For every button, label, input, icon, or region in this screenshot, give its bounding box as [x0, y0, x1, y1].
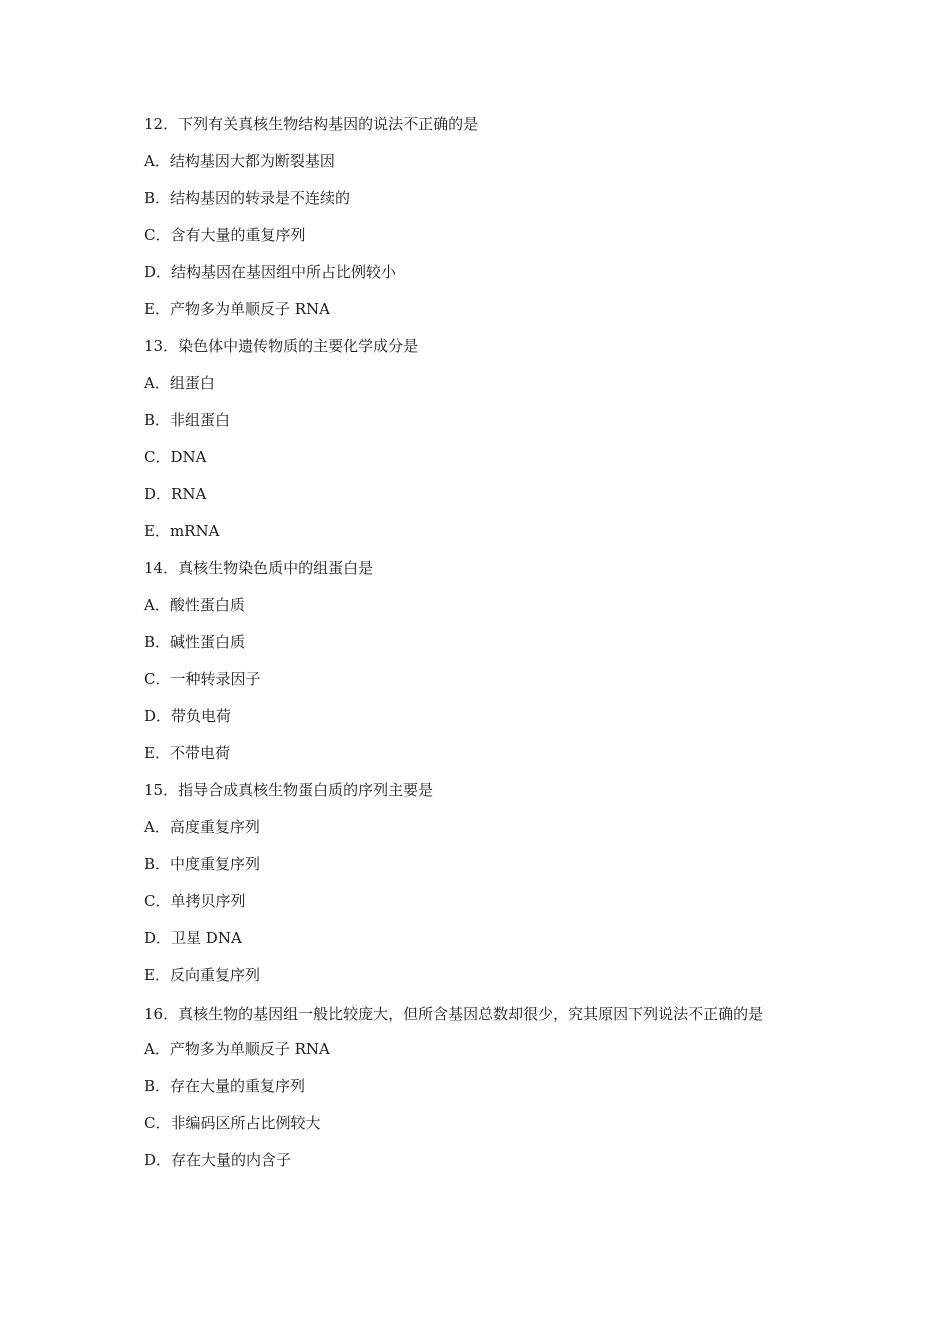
question-15-option-b: B．中度重复序列 — [144, 855, 261, 873]
question-16-stem: 16．真核生物的基因组一般比较庞大，但所含基因总数却很少，究其原因下列说法不正确的是 — [144, 1005, 764, 1023]
question-16-option-b: B．存在大量的重复序列 — [144, 1077, 306, 1095]
question-16-option-a: A．产物多为单顺反子 RNA — [144, 1040, 330, 1058]
question-13-option-c: C．DNA — [144, 448, 207, 466]
question-13-option-e: E．mRNA — [144, 522, 220, 540]
question-12-option-d: D．结构基因在基因组中所占比例较小 — [144, 263, 397, 281]
question-15-option-c: C．单拷贝序列 — [144, 892, 246, 910]
document-page — [144, 114, 824, 1187]
question-13-option-d: D．RNA — [144, 485, 207, 503]
question-15-stem: 15．指导合成真核生物蛋白质的序列主要是 — [144, 781, 434, 799]
question-12-option-c: C．含有大量的重复序列 — [144, 226, 306, 244]
question-15-option-e: E．反向重复序列 — [144, 966, 260, 984]
question-16-option-c: C．非编码区所占比例较大 — [144, 1114, 321, 1132]
question-14-option-a: A．酸性蛋白质 — [144, 596, 245, 614]
question-12-stem: 12．下列有关真核生物结构基因的说法不正确的是 — [144, 115, 479, 133]
question-15-option-d: D．卫星 DNA — [144, 929, 242, 947]
question-13-option-b: B．非组蛋白 — [144, 411, 231, 429]
question-15-option-a: A．高度重复序列 — [144, 818, 260, 836]
question-13-option-a: A．组蛋白 — [144, 374, 215, 392]
question-16-option-d: D．存在大量的内含子 — [144, 1151, 292, 1169]
question-12-option-a: A．结构基因大都为断裂基因 — [144, 152, 335, 170]
question-14-option-e: E．不带电荷 — [144, 744, 230, 762]
question-14-option-c: C．一种转录因子 — [144, 670, 261, 688]
question-14-option-b: B．碱性蛋白质 — [144, 633, 246, 651]
question-13-stem: 13．染色体中遗传物质的主要化学成分是 — [144, 337, 419, 355]
question-12-option-b: B．结构基因的转录是不连续的 — [144, 189, 351, 207]
question-12-option-e: E．产物多为单顺反子 RNA — [144, 300, 330, 318]
question-14-option-d: D．带负电荷 — [144, 707, 232, 725]
question-14-stem: 14．真核生物染色质中的组蛋白是 — [144, 559, 374, 577]
